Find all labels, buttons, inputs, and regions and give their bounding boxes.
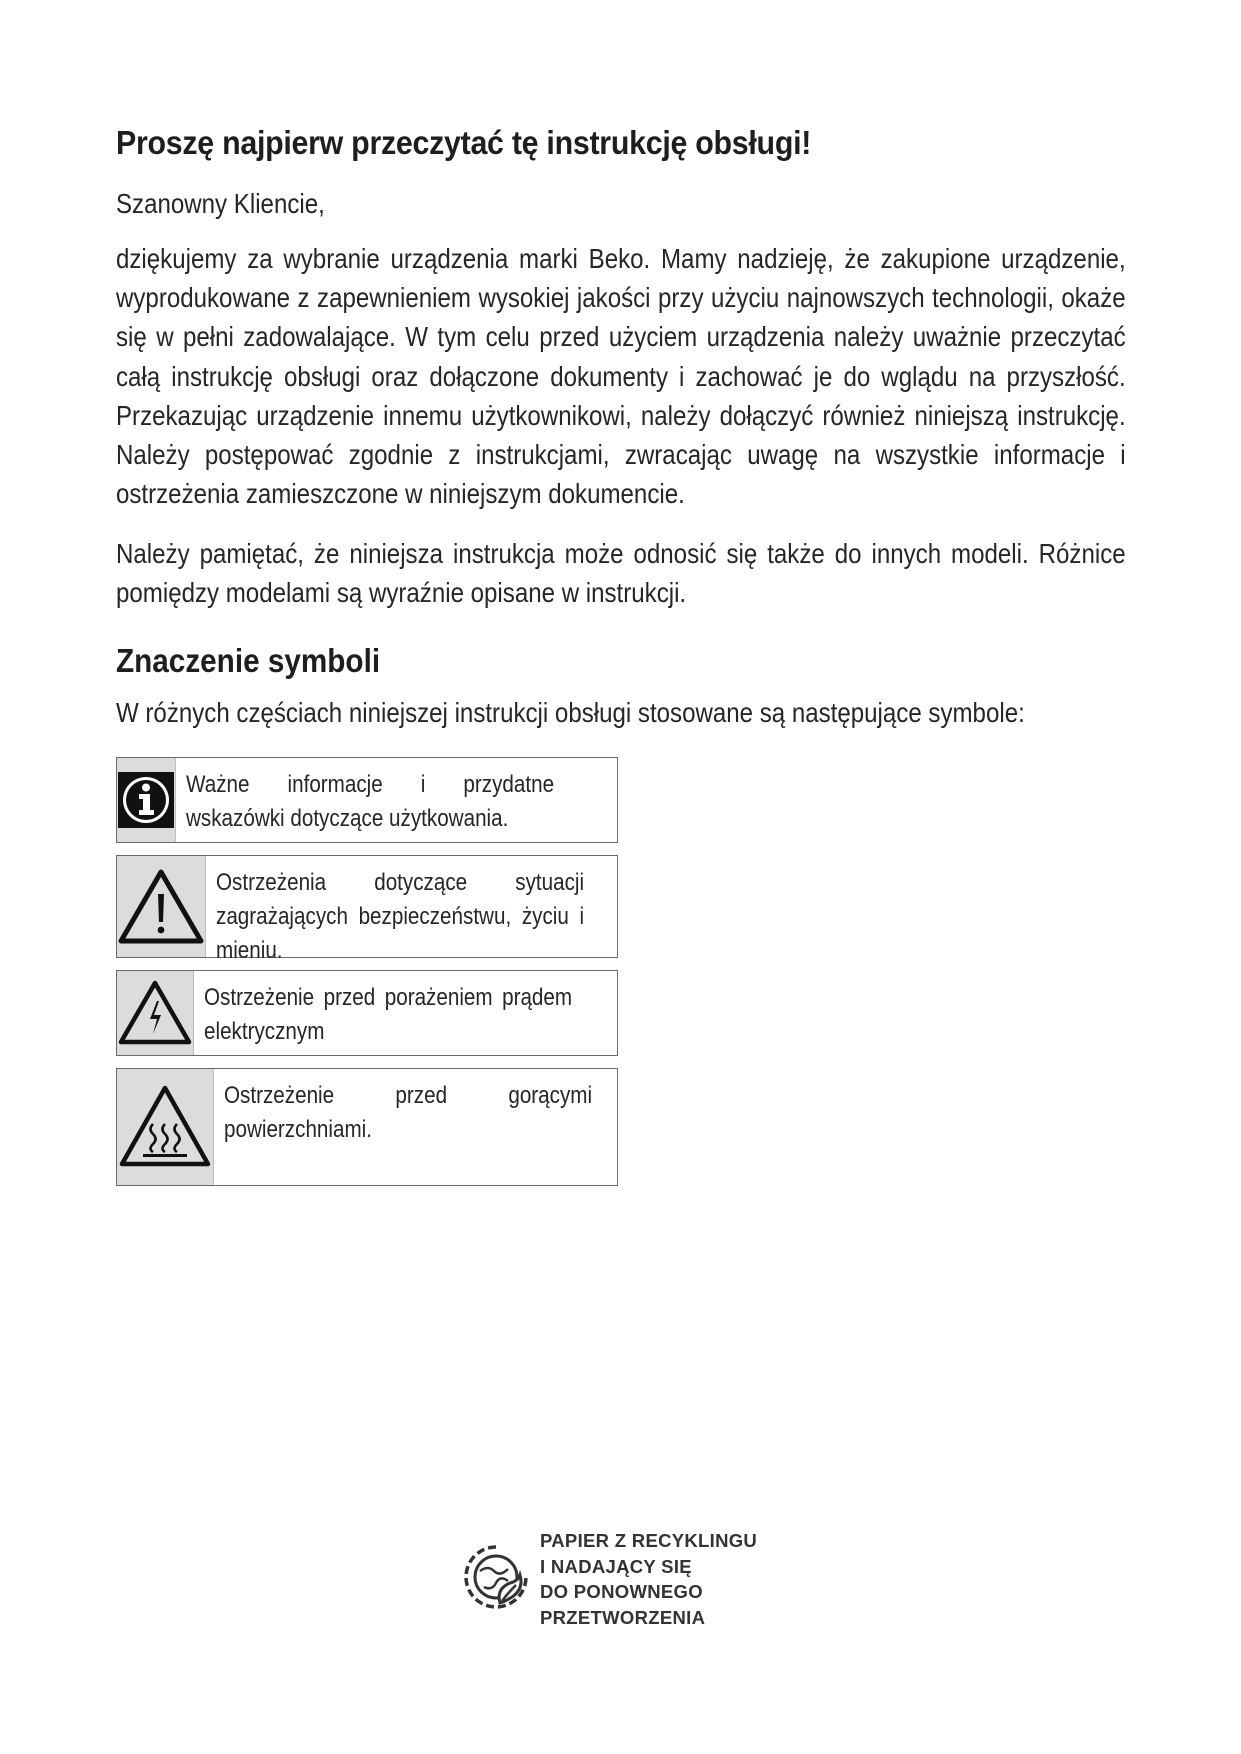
symbol-row-info <box>116 757 618 843</box>
intro-paragraph-text: dziękujemy za wybranie urządzenia marki Beko. Mamy nadzieję, że zakupione urządzenie, wyprodukowane z zapewnieniem wysokiej jakości przy użyciu najnowszych technologii, okaże się w pełni zadowalające. W tym celu przed użyciem urządzenia należy uważnie przeczytać całą instrukcję obsługi oraz dołączone dokumenty i zachować je do wglądu na przyszłość. Przekazując urządzenie innemu użytkownikowi, należy dołączyć również niniejszą instrukcję. Należy postępować zgodnie z instrukcjami, zwracając uwagę na wszystkie informacje i ostrzeżenia zamieszczone w niniejszym dokumencie. <box>116 243 1126 510</box>
intro-paragraph <box>116 239 1241 513</box>
electric-shock-icon <box>117 971 194 1055</box>
recycled-paper-icon <box>460 1541 532 1618</box>
symbol-text-hot-surface: Ostrzeżenie przed gorącymi powierzchniami. <box>224 1082 593 1143</box>
info-icon <box>117 758 176 842</box>
models-note-paragraph <box>116 534 1241 612</box>
warning-icon <box>117 856 206 957</box>
recycled-line-2: I NADAJĄCY SIĘ <box>540 1555 692 1577</box>
symbol-text-electric: Ostrzeżenie przed porażeniem prądem elektrycznym <box>204 984 573 1045</box>
symbol-text-warning: Ostrzeżenia dotyczące sytuacji zagrażających bezpieczeństwu, życiu i mieniu. <box>216 869 585 964</box>
symbol-row-warning <box>116 855 618 964</box>
greeting: Szanowny Kliencie, <box>116 188 325 219</box>
symbol-text-info: Ważne informacje i przydatne wskazówki dotyczące użytkowania. <box>186 771 555 832</box>
symbol-row-hot-surface <box>116 1068 618 1186</box>
section-heading-symbols: Znaczenie symboli <box>116 642 381 679</box>
page-title: Proszę najpierw przeczytać tę instrukcję obsługi! <box>116 124 812 161</box>
recycled-paper-badge <box>460 1528 757 1630</box>
hot-surface-icon <box>117 1069 214 1185</box>
recycled-line-4: PRZETWORZENIA <box>540 1606 706 1628</box>
recycled-paper-label <box>540 1528 757 1630</box>
models-note-text: Należy pamiętać, że niniejsza instrukcja może odnosić się także do innych modeli. Różnice pomiędzy modelami są wyraźnie opisane w instrukcji. <box>116 538 1126 609</box>
symbol-row-electric <box>116 970 618 1056</box>
recycled-line-3: DO PONOWNEGO <box>540 1581 703 1602</box>
symbols-intro: W różnych częściach niniejszej instrukcji obsługi stosowane są następujące symbole: <box>116 697 1025 728</box>
recycled-line-1: PAPIER Z RECYKLINGU <box>540 1530 758 1551</box>
